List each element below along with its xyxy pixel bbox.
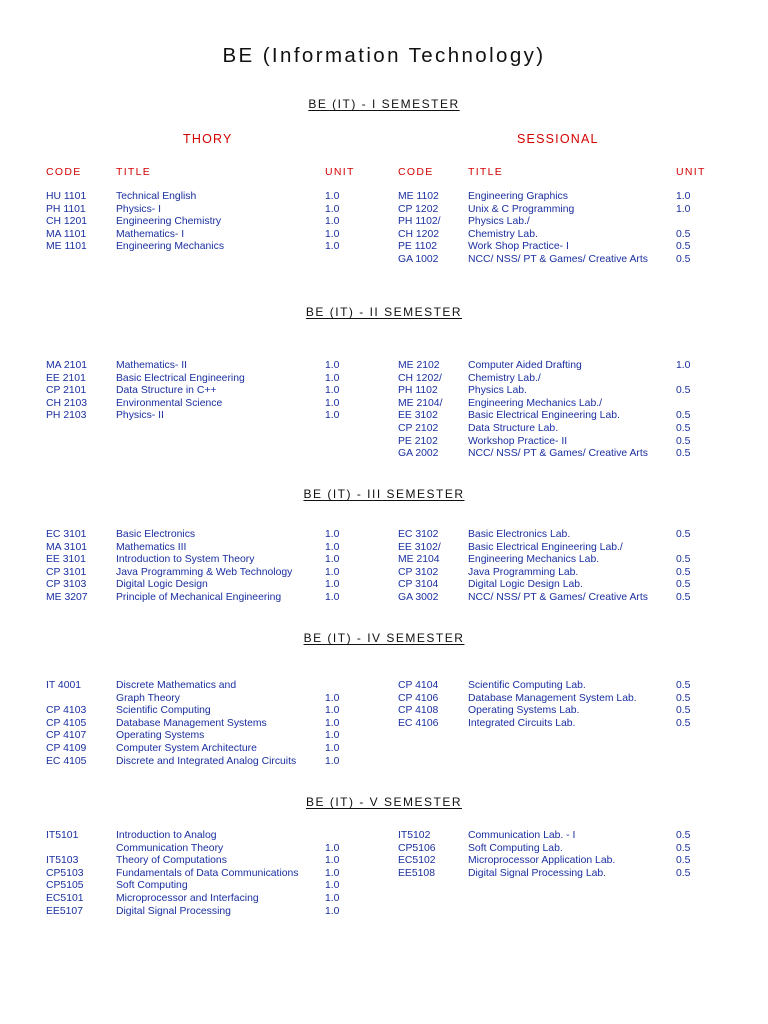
sessional-code: CH 1202 bbox=[398, 228, 440, 240]
theory-code: CH 2103 bbox=[46, 397, 88, 409]
theory-unit: 1.0 bbox=[325, 541, 340, 553]
theory-title: Theory of Computations bbox=[116, 855, 227, 867]
course-row bbox=[0, 592, 768, 605]
theory-code: IT 4001 bbox=[46, 680, 82, 691]
theory-unit: 1.0 bbox=[325, 755, 340, 767]
theory-code: PH 2103 bbox=[46, 410, 87, 422]
sessional-title: Physics Lab./ bbox=[468, 216, 530, 228]
sessional-heading: SESSIONAL bbox=[517, 132, 599, 146]
theory-unit: 1.0 bbox=[325, 191, 340, 202]
course-row bbox=[0, 448, 768, 461]
sessional-unit: 0.5 bbox=[676, 385, 691, 397]
theory-title: Introduction to Analog bbox=[116, 830, 217, 841]
theory-code: CP 3101 bbox=[46, 566, 87, 578]
sessional-title: Digital Logic Design Lab. bbox=[468, 579, 583, 591]
sessional-code: ME 1102 bbox=[398, 191, 439, 202]
sessional-title: NCC/ NSS/ PT & Games/ Creative Arts bbox=[468, 254, 648, 265]
sessional-title: Database Management System Lab. bbox=[468, 692, 637, 704]
sessional-code: EE 3102 bbox=[398, 410, 438, 422]
course-row bbox=[0, 893, 768, 906]
course-row bbox=[0, 730, 768, 743]
sessional-code: CP 4106 bbox=[398, 692, 439, 704]
theory-unit: 1.0 bbox=[325, 905, 340, 917]
theory-title: Data Structure in C++ bbox=[116, 385, 217, 397]
sessional-unit: 0.5 bbox=[676, 554, 691, 566]
theory-title: Mathematics- I bbox=[116, 228, 185, 240]
theory-title: Basic Electronics bbox=[116, 529, 196, 540]
sessional-title: Work Shop Practice- I bbox=[468, 241, 569, 253]
theory-code: CP 2101 bbox=[46, 385, 87, 397]
theory-title: Discrete and Integrated Analog Circuits bbox=[116, 755, 297, 767]
sessional-title: Operating Systems Lab. bbox=[468, 705, 580, 717]
course-row bbox=[0, 436, 768, 449]
sessional-unit: 0.5 bbox=[676, 423, 691, 434]
course-row bbox=[0, 906, 768, 919]
theory-unit: 1.0 bbox=[325, 554, 340, 566]
sessional-code: CP 3104 bbox=[398, 579, 439, 591]
sessional-title: Scientific Computing Lab. bbox=[468, 680, 586, 691]
theory-title: Fundamentals of Data Communications bbox=[116, 867, 299, 879]
theory-unit: 1.0 bbox=[325, 216, 340, 228]
sessional-unit: 0.5 bbox=[676, 842, 691, 854]
sessional-code: EE 3102/ bbox=[398, 541, 441, 553]
sessional-unit: 0.5 bbox=[676, 830, 691, 841]
course-row bbox=[0, 254, 768, 267]
course-row bbox=[0, 423, 768, 436]
theory-title: Digital Logic Design bbox=[116, 579, 208, 591]
course-row bbox=[0, 229, 768, 242]
course-row bbox=[0, 843, 768, 856]
semester-heading-3: BE (IT) - III SEMESTER bbox=[303, 487, 465, 501]
theory-code: MA 3101 bbox=[46, 541, 88, 553]
theory-title: Basic Electrical Engineering bbox=[116, 372, 245, 384]
sessional-code: ME 2102 bbox=[398, 360, 440, 371]
theory-code: CP 4109 bbox=[46, 743, 87, 754]
sessional-title: Data Structure Lab. bbox=[468, 423, 559, 434]
sessional-code: PH 1102 bbox=[398, 385, 438, 397]
sessional-unit: 1.0 bbox=[676, 203, 691, 215]
theory-unit: 1.0 bbox=[325, 397, 340, 409]
theory-title: Communication Theory bbox=[116, 842, 224, 854]
theory-code: PH 1101 bbox=[46, 203, 86, 215]
page-title: BE (Information Technology) bbox=[222, 44, 546, 67]
theory-code: CP5103 bbox=[46, 867, 84, 879]
sessional-unit: 1.0 bbox=[676, 191, 691, 202]
sessional-title: Unix & C Programming bbox=[468, 203, 575, 215]
sessional-unit: 0.5 bbox=[676, 579, 691, 591]
theory-code: EC5101 bbox=[46, 893, 84, 904]
theory-code: EE5107 bbox=[46, 905, 83, 917]
theory-unit: 1.0 bbox=[325, 385, 340, 397]
course-row bbox=[0, 241, 768, 254]
sessional-title: Java Programming Lab. bbox=[468, 566, 579, 578]
theory-code: CP 4105 bbox=[46, 717, 87, 729]
sessional-code: CP 3102 bbox=[398, 566, 439, 578]
sessional-unit: 0.5 bbox=[676, 692, 691, 704]
course-row bbox=[0, 868, 768, 881]
course-row bbox=[0, 855, 768, 868]
theory-code: ME 3207 bbox=[46, 592, 88, 603]
theory-title: Technical English bbox=[116, 191, 197, 202]
semester-heading-4: BE (IT) - IV SEMESTER bbox=[303, 631, 465, 645]
course-row bbox=[0, 718, 768, 731]
sessional-title: Engineering Graphics bbox=[468, 191, 568, 202]
semester-heading-5: BE (IT) - V SEMESTER bbox=[305, 795, 462, 809]
sessional-code: EC 4106 bbox=[398, 717, 439, 729]
theory-title: Introduction to System Theory bbox=[116, 554, 255, 566]
theory-code: EE 3101 bbox=[46, 554, 86, 566]
course-row bbox=[0, 830, 768, 843]
theory-title: Database Management Systems bbox=[116, 717, 267, 729]
course-row bbox=[0, 705, 768, 718]
theory-code: IT5101 bbox=[46, 830, 79, 841]
theory-title-header: TITLE bbox=[116, 166, 152, 178]
sessional-title: Soft Computing Lab. bbox=[468, 842, 563, 854]
theory-title: Operating Systems bbox=[116, 730, 205, 742]
theory-code: CP 4103 bbox=[46, 705, 87, 717]
sessional-unit: 0.5 bbox=[676, 410, 691, 422]
theory-code: CP 3103 bbox=[46, 579, 87, 591]
theory-title: Scientific Computing bbox=[116, 705, 211, 717]
theory-unit: 1.0 bbox=[325, 372, 340, 384]
theory-unit: 1.0 bbox=[325, 743, 340, 754]
theory-title: Engineering Mechanics bbox=[116, 241, 225, 253]
sessional-unit: 0.5 bbox=[676, 705, 691, 717]
theory-code: EC 4105 bbox=[46, 755, 87, 767]
sessional-unit: 0.5 bbox=[676, 529, 691, 540]
theory-unit: 1.0 bbox=[325, 705, 340, 717]
sessional-code: CP 4108 bbox=[398, 705, 439, 717]
sessional-title-header: TITLE bbox=[468, 166, 504, 178]
sessional-code: GA 3002 bbox=[398, 592, 439, 603]
theory-title: Soft Computing bbox=[116, 880, 188, 892]
sessional-title: Engineering Mechanics Lab./ bbox=[468, 397, 603, 409]
sessional-code-header: CODE bbox=[398, 166, 434, 178]
sessional-code: CP 4104 bbox=[398, 680, 439, 691]
sessional-title: Workshop Practice- II bbox=[468, 435, 568, 447]
sessional-title: Basic Electronics Lab. bbox=[468, 529, 571, 540]
theory-unit: 1.0 bbox=[325, 579, 340, 591]
theory-code-header: CODE bbox=[46, 166, 82, 178]
sessional-unit: 0.5 bbox=[676, 855, 691, 867]
sessional-title: NCC/ NSS/ PT & Games/ Creative Arts bbox=[468, 448, 648, 460]
sessional-title: Chemistry Lab. bbox=[468, 228, 538, 240]
sessional-unit: 0.5 bbox=[676, 680, 691, 691]
theory-code: ME 1101 bbox=[46, 241, 87, 253]
sessional-unit: 0.5 bbox=[676, 448, 691, 460]
course-row bbox=[0, 398, 768, 411]
theory-title: Engineering Chemistry bbox=[116, 216, 222, 228]
sessional-code: EC 3102 bbox=[398, 529, 439, 540]
sessional-code: PE 1102 bbox=[398, 241, 438, 253]
theory-code: IT5103 bbox=[46, 855, 79, 867]
theory-unit: 1.0 bbox=[325, 203, 340, 215]
sessional-code: PH 1102/ bbox=[398, 216, 441, 228]
theory-title: Principle of Mechanical Engineering bbox=[116, 592, 282, 603]
course-row bbox=[0, 756, 768, 769]
sessional-title: Chemistry Lab./ bbox=[468, 372, 541, 384]
theory-unit: 1.0 bbox=[325, 880, 340, 892]
semester-heading-1: BE (IT) - I SEMESTER bbox=[308, 97, 460, 111]
course-row bbox=[0, 360, 768, 373]
theory-unit: 1.0 bbox=[325, 842, 340, 854]
sessional-unit: 0.5 bbox=[676, 717, 691, 729]
theory-code: CH 1201 bbox=[46, 216, 88, 228]
sessional-code: EC5102 bbox=[398, 855, 436, 867]
sessional-code: EE5108 bbox=[398, 867, 435, 879]
semester-heading-2: BE (IT) - II SEMESTER bbox=[305, 305, 463, 319]
theory-title: Digital Signal Processing bbox=[116, 905, 231, 917]
course-row bbox=[0, 529, 768, 542]
course-row bbox=[0, 567, 768, 580]
theory-unit: 1.0 bbox=[325, 592, 340, 603]
sessional-code: CP 1202 bbox=[398, 203, 439, 215]
course-row bbox=[0, 579, 768, 592]
theory-title: Java Programming & Web Technology bbox=[116, 566, 293, 578]
sessional-unit: 0.5 bbox=[676, 566, 691, 578]
sessional-unit: 0.5 bbox=[676, 254, 691, 265]
sessional-title: Microprocessor Application Lab. bbox=[468, 855, 616, 867]
theory-code: HU 1101 bbox=[46, 191, 87, 202]
theory-unit: 1.0 bbox=[325, 410, 340, 422]
theory-code: EC 3101 bbox=[46, 529, 87, 540]
sessional-unit: 0.5 bbox=[676, 867, 691, 879]
theory-title: Discrete Mathematics and bbox=[116, 680, 237, 691]
sessional-title: NCC/ NSS/ PT & Games/ Creative Arts bbox=[468, 592, 648, 603]
sessional-title: Integrated Circuits Lab. bbox=[468, 717, 576, 729]
course-row bbox=[0, 693, 768, 706]
course-row bbox=[0, 680, 768, 693]
theory-title: Physics- II bbox=[116, 410, 164, 422]
course-row bbox=[0, 385, 768, 398]
theory-code: CP 4107 bbox=[46, 730, 87, 742]
theory-unit: 1.0 bbox=[325, 730, 340, 742]
sessional-code: ME 2104/ bbox=[398, 397, 443, 409]
sessional-code: CP 2102 bbox=[398, 423, 439, 434]
sessional-title: Communication Lab. - I bbox=[468, 830, 576, 841]
sessional-title: Basic Electrical Engineering Lab./ bbox=[468, 541, 623, 553]
sessional-unit: 0.5 bbox=[676, 435, 691, 447]
theory-unit: 1.0 bbox=[325, 855, 340, 867]
course-row bbox=[0, 542, 768, 555]
sessional-unit-header: UNIT bbox=[676, 166, 706, 178]
course-row bbox=[0, 880, 768, 893]
sessional-code: CH 1202/ bbox=[398, 372, 442, 384]
sessional-code: GA 1002 bbox=[398, 254, 439, 265]
sessional-unit: 0.5 bbox=[676, 228, 691, 240]
theory-unit: 1.0 bbox=[325, 241, 340, 253]
theory-title: Physics- I bbox=[116, 203, 162, 215]
theory-unit: 1.0 bbox=[325, 893, 340, 904]
theory-unit: 1.0 bbox=[325, 360, 340, 371]
course-row bbox=[0, 410, 768, 423]
sessional-title: Physics Lab. bbox=[468, 385, 527, 397]
sessional-title: Engineering Mechanics Lab. bbox=[468, 554, 600, 566]
theory-title: Mathematics III bbox=[116, 541, 187, 553]
theory-title: Graph Theory bbox=[116, 692, 180, 704]
sessional-unit: 0.5 bbox=[676, 241, 691, 253]
sessional-code: ME 2104 bbox=[398, 554, 440, 566]
course-row bbox=[0, 743, 768, 756]
course-row bbox=[0, 204, 768, 217]
theory-code: MA 2101 bbox=[46, 360, 88, 371]
sessional-title: Computer Aided Drafting bbox=[468, 360, 582, 371]
theory-unit: 1.0 bbox=[325, 867, 340, 879]
theory-code: EE 2101 bbox=[46, 372, 86, 384]
sessional-code: PE 2102 bbox=[398, 435, 438, 447]
sessional-code: GA 2002 bbox=[398, 448, 439, 460]
theory-title: Computer System Architecture bbox=[116, 743, 257, 754]
course-row bbox=[0, 191, 768, 204]
sessional-unit: 0.5 bbox=[676, 592, 691, 603]
theory-title: Mathematics- II bbox=[116, 360, 188, 371]
theory-heading: THORY bbox=[183, 132, 233, 146]
theory-unit: 1.0 bbox=[325, 228, 340, 240]
theory-unit: 1.0 bbox=[325, 529, 340, 540]
theory-unit-header: UNIT bbox=[325, 166, 355, 178]
theory-code: CP5105 bbox=[46, 880, 84, 892]
sessional-code: IT5102 bbox=[398, 830, 431, 841]
sessional-title: Digital Signal Processing Lab. bbox=[468, 867, 607, 879]
course-row bbox=[0, 216, 768, 229]
theory-unit: 1.0 bbox=[325, 692, 340, 704]
sessional-code: CP5106 bbox=[398, 842, 436, 854]
theory-title: Microprocessor and Interfacing bbox=[116, 893, 259, 904]
theory-unit: 1.0 bbox=[325, 717, 340, 729]
course-row bbox=[0, 554, 768, 567]
sessional-title: Basic Electrical Engineering Lab. bbox=[468, 410, 620, 422]
theory-code: MA 1101 bbox=[46, 228, 87, 240]
sessional-unit: 1.0 bbox=[676, 360, 691, 371]
theory-unit: 1.0 bbox=[325, 566, 340, 578]
theory-title: Environmental Science bbox=[116, 397, 223, 409]
course-row bbox=[0, 373, 768, 386]
